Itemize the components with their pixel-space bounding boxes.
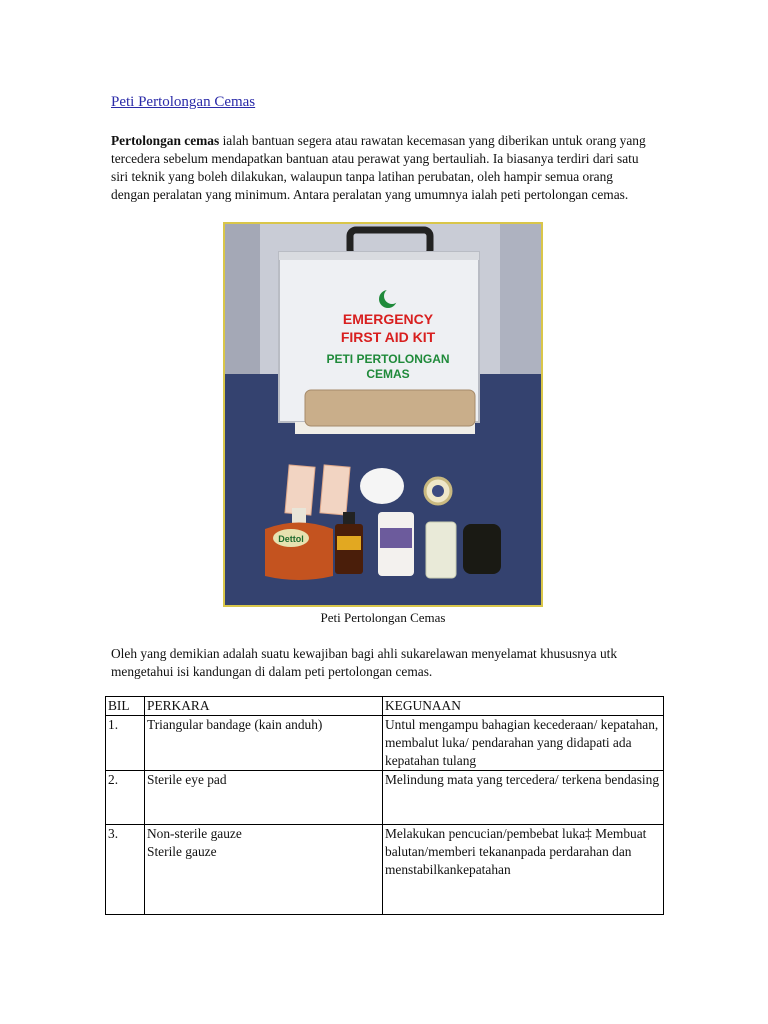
- crepe-bandage: [426, 522, 456, 578]
- crescent-cutout: [384, 288, 400, 304]
- page-title[interactable]: Peti Pertolongan Cemas: [111, 94, 256, 110]
- table-header-row: [106, 697, 664, 716]
- box-text-line2: FIRST AID KIT: [340, 329, 436, 345]
- header-perkara: PERKARA: [145, 697, 383, 716]
- wall-panel: [225, 224, 260, 394]
- box-text-line3: PETI PERTOLONGAN: [326, 352, 450, 366]
- dark-jar: [463, 524, 501, 574]
- bandage-label: [380, 528, 412, 548]
- row-bil: 1.: [106, 716, 145, 771]
- plaster-strip-2: [320, 465, 350, 515]
- paper-roll: [305, 390, 475, 426]
- duty-paragraph: Oleh yang demikian adalah suatu kewajiban bagi ahli sukarelawan menyelamat khususnya utk mengetahui isi kandungan di dalam peti pertolongan cemas.: [111, 646, 618, 679]
- row-perkara: [145, 825, 383, 915]
- plaster-strip-1: [285, 465, 315, 515]
- row-kegunaan: Melakukan pencucian/pembebat luka‡ Membuat balutan/memberi tekananpada perdarahan dan menstabilkankepatahan: [383, 825, 664, 915]
- first-aid-kit-photo: [223, 222, 543, 607]
- header-kegunaan: KEGUNAAN: [383, 697, 664, 716]
- box-lid-edge: [279, 252, 479, 260]
- intro-text: ialah bantuan segera atau rawatan kecemasan yang diberikan untuk orang yang tercedera sebelum mendapatkan bantuan atau perawat yang bertauliah. Ia biasanya terdiri dari satu siri teknik yang boleh dilakukan, walaupun tanpa latihan perubatan, oleh hampir semua orang dengan peralatan yang minimum. Antara peralatan yang umumnya ialah peti pertolongan cemas.: [111, 133, 646, 202]
- row-perkara: Triangular bandage (kain anduh): [145, 716, 383, 771]
- box-text-line1: EMERGENCY: [342, 311, 434, 327]
- table-row: [106, 716, 664, 771]
- row-bil: 3.: [106, 825, 145, 915]
- dettol-cap: [292, 508, 306, 524]
- table-row: [106, 771, 664, 825]
- photo-caption: Peti Pertolongan Cemas: [320, 610, 446, 625]
- table-row: [106, 825, 664, 915]
- dettol-label-text: Dettol: [278, 534, 304, 544]
- intro-paragraph: [111, 132, 651, 204]
- row-kegunaan: Untul mengampu bahagian kecederaan/ kepatahan, membalut luka/ pendarahan yang didapati ada kepatahan tulang: [383, 716, 664, 771]
- small-bottle-label: [337, 536, 361, 550]
- intro-term: Pertolongan cemas: [111, 133, 220, 148]
- row-perkara-line2: Sterile gauze: [147, 844, 217, 859]
- row-perkara-line1: Non-sterile gauze: [147, 826, 242, 841]
- cotton-gauze: [360, 468, 404, 504]
- box-text-line4: CEMAS: [366, 367, 410, 381]
- row-kegunaan: Melindung mata yang tercedera/ terkena bendasing: [383, 771, 664, 825]
- small-bottle-cap: [343, 512, 355, 524]
- row-perkara: Sterile eye pad: [145, 771, 383, 825]
- tape-roll-hole: [432, 485, 444, 497]
- first-aid-kit-illustration: [225, 224, 541, 605]
- header-bil: BIL: [106, 697, 145, 716]
- row-bil: 2.: [106, 771, 145, 825]
- kit-contents-table: [105, 696, 664, 915]
- wall-panel-right: [500, 224, 541, 394]
